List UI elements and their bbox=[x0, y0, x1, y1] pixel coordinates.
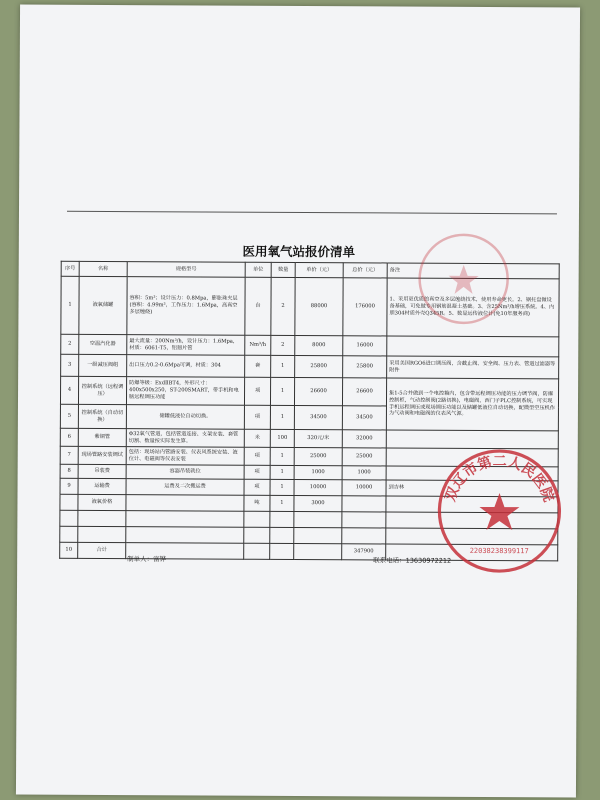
cell-total bbox=[342, 512, 386, 528]
cell-qty: 2 bbox=[271, 277, 295, 335]
cell-remark bbox=[387, 336, 559, 357]
cell-no: 5 bbox=[60, 404, 78, 428]
col-header: 单位 bbox=[245, 262, 271, 277]
cell-no: 8 bbox=[60, 464, 78, 478]
cell-no: 10 bbox=[60, 542, 78, 558]
cell-unit: 项 bbox=[244, 465, 270, 479]
cell-unit bbox=[244, 543, 270, 559]
cell-name: 合计 bbox=[78, 542, 126, 558]
cell-total bbox=[342, 528, 386, 544]
cell-price bbox=[294, 543, 342, 559]
cell-total: 32000 bbox=[342, 430, 386, 448]
hospital-seal-icon bbox=[435, 447, 564, 576]
cell-total: 25800 bbox=[343, 356, 387, 378]
cell-no: 9 bbox=[60, 478, 78, 494]
cell-qty bbox=[270, 511, 294, 527]
cell-name: 吊装费 bbox=[78, 464, 126, 478]
cell-no: 7 bbox=[60, 446, 78, 464]
cell-name: 运输费 bbox=[78, 478, 126, 494]
cell-qty: 1 bbox=[270, 465, 294, 479]
cell-total bbox=[342, 496, 386, 512]
cell-unit: 套 bbox=[245, 355, 271, 377]
phone-number: 13630972212 bbox=[405, 556, 452, 565]
cell-unit: 吨 bbox=[244, 495, 270, 511]
cell-price: 8000 bbox=[295, 335, 343, 355]
col-header: 备注 bbox=[387, 263, 559, 279]
cell-name bbox=[78, 510, 126, 526]
cell-unit bbox=[244, 511, 270, 527]
maker-name: 富铧 bbox=[153, 555, 167, 564]
cell-remark: 1、采用更优质的真空及多层缠绕技术，使用寿命更长。2、钢托盘做设备基础，可免做专用钢筋混凝土基础。3、含25Nm³/h增压系统。4、内胆304材质外壳Q345R。5、数显远传液位计(免10年服务商) bbox=[387, 278, 559, 337]
cell-no: 6 bbox=[60, 428, 78, 446]
cell-unit: 项 bbox=[244, 447, 270, 465]
cell-total: 1000 bbox=[342, 466, 386, 480]
table-row bbox=[61, 334, 559, 357]
cell-qty: 100 bbox=[270, 429, 294, 447]
cell-price bbox=[294, 527, 342, 543]
cell-remark: 集1-5合并做到一个电控箱内，包含带远程调压功能的压力调节阀，防爆控制柜，气动控制阀(2路切换)，电磁阀，西门子PLC控制系统，可实现手机远程调压或现场调压功能以及储罐低液位自动切换，配微型空压机作为气动阀和电磁阀的仪表风气源。 bbox=[386, 378, 558, 431]
cell-unit bbox=[244, 527, 270, 543]
cell-name: 紫铜管 bbox=[78, 428, 126, 446]
cell-unit: 台 bbox=[245, 277, 271, 335]
col-header: 数量 bbox=[271, 262, 295, 277]
header-rule bbox=[67, 211, 557, 215]
col-header: 总价（元） bbox=[343, 263, 387, 278]
cell-name: 控制系统（远程调压） bbox=[78, 376, 126, 404]
cell-spec: 最大流量：200Nm³/h，设计压力：1.6Mpa，材质：6061-T5，铝翅片管 bbox=[127, 335, 245, 356]
cell-unit: 米 bbox=[244, 429, 270, 447]
cell-total: 347900 bbox=[342, 544, 386, 560]
cell-remark: 到吉林 bbox=[386, 480, 558, 497]
cell-spec: 储罐低液位自动切换。 bbox=[126, 405, 244, 430]
cell-name bbox=[78, 526, 126, 542]
cell-name: 液氧价格 bbox=[78, 494, 126, 510]
phone-label: 联系电话： bbox=[373, 556, 406, 565]
cell-name: 控制系统（自动切换） bbox=[78, 404, 126, 428]
cell-name: 现场管路安装调试 bbox=[78, 446, 126, 464]
cell-qty: 1 bbox=[271, 355, 295, 377]
cell-price: 25800 bbox=[295, 355, 343, 377]
cell-no: 4 bbox=[60, 376, 78, 404]
cell-spec bbox=[126, 495, 244, 512]
cell-remark: 采用美国RGO6进口调压阀，含截止阀、安全阀、压力表、管道过滤器等附件 bbox=[387, 356, 559, 379]
cell-price: 25000 bbox=[294, 447, 342, 465]
cell-spec: 包括：现场站内管路安装、仪表风系统安装、液位计、电磁阀等仪表安装 bbox=[126, 447, 244, 466]
table-row bbox=[60, 376, 558, 407]
cell-no bbox=[60, 494, 78, 510]
maker-line bbox=[127, 554, 166, 563]
cell-total: 10000 bbox=[342, 480, 386, 496]
cell-no: 2 bbox=[61, 334, 79, 354]
cell-qty: 1 bbox=[270, 377, 294, 405]
cell-price: 34500 bbox=[294, 405, 342, 429]
cell-total: 34500 bbox=[342, 406, 386, 430]
cell-qty: 1 bbox=[270, 495, 294, 511]
cell-name: 一级减压阀组 bbox=[79, 354, 127, 376]
cell-spec: 出口压力0.2-0.6Mpa可调，材质：304 bbox=[127, 355, 245, 378]
seal-text: 双辽市第二人民医院 bbox=[442, 453, 557, 505]
cell-qty bbox=[270, 527, 294, 543]
cell-qty: 1 bbox=[270, 447, 294, 465]
col-header: 序号 bbox=[61, 261, 79, 276]
cell-unit: 项 bbox=[244, 405, 270, 429]
cell-price: 10000 bbox=[294, 479, 342, 495]
col-header: 规格型号 bbox=[127, 262, 245, 278]
cell-price: 26600 bbox=[294, 377, 342, 405]
cell-price bbox=[294, 511, 342, 527]
cell-spec: Φ32氧气管道，包括管道连接、支架安装、套管切割、数量按实际发生算。 bbox=[126, 429, 244, 448]
cell-spec: 运费及二次搬运费 bbox=[126, 479, 244, 496]
cell-total: 26600 bbox=[342, 378, 386, 406]
cell-no bbox=[60, 510, 78, 526]
cell-price: 1000 bbox=[294, 465, 342, 479]
cell-total: 16000 bbox=[343, 336, 387, 356]
col-header: 名称 bbox=[79, 261, 127, 276]
maker-label: 制单人： bbox=[127, 555, 154, 564]
cell-unit: Nm³/h bbox=[245, 335, 271, 355]
cell-no: 3 bbox=[61, 354, 79, 376]
cell-unit: 项 bbox=[244, 377, 270, 405]
cell-total: 176000 bbox=[343, 278, 387, 336]
cell-no bbox=[60, 526, 78, 542]
cell-price: 88000 bbox=[295, 277, 343, 335]
cell-name: 液氧储罐 bbox=[79, 276, 127, 334]
cell-price: 320元/米 bbox=[294, 429, 342, 447]
col-header: 单价（元） bbox=[295, 262, 343, 277]
cell-spec bbox=[126, 511, 244, 528]
cell-no: 1 bbox=[61, 276, 79, 334]
cell-unit: 项 bbox=[244, 479, 270, 495]
table-row bbox=[61, 354, 559, 379]
faded-seal-icon bbox=[413, 229, 514, 330]
cell-name: 空温汽化器 bbox=[79, 334, 127, 354]
paper-sheet bbox=[16, 5, 580, 798]
cell-qty: 1 bbox=[270, 405, 294, 429]
cell-qty bbox=[270, 543, 294, 559]
cell-spec: 防爆等级：ExdⅡBT4，外形尺寸：400x500x250，ST-200SMART，带手机和电脑远程调压功能 bbox=[126, 377, 244, 406]
cell-spec bbox=[126, 527, 244, 544]
seal-code: 22038238399117 bbox=[469, 546, 529, 556]
cell-qty: 1 bbox=[270, 479, 294, 495]
cell-spec: 容积：5m³；设计压力：0.8Mpa，膨胀珠夹层(容积：4.99m³，工作压力：1.6Mpa，高真空多层缠绕) bbox=[127, 277, 245, 336]
cell-qty: 2 bbox=[271, 335, 295, 355]
cell-spec: 容器吊装就位 bbox=[126, 465, 244, 480]
cell-total: 25000 bbox=[342, 448, 386, 466]
document-title: 医用氧气站报价清单 bbox=[242, 243, 356, 260]
cell-price: 3000 bbox=[294, 495, 342, 511]
